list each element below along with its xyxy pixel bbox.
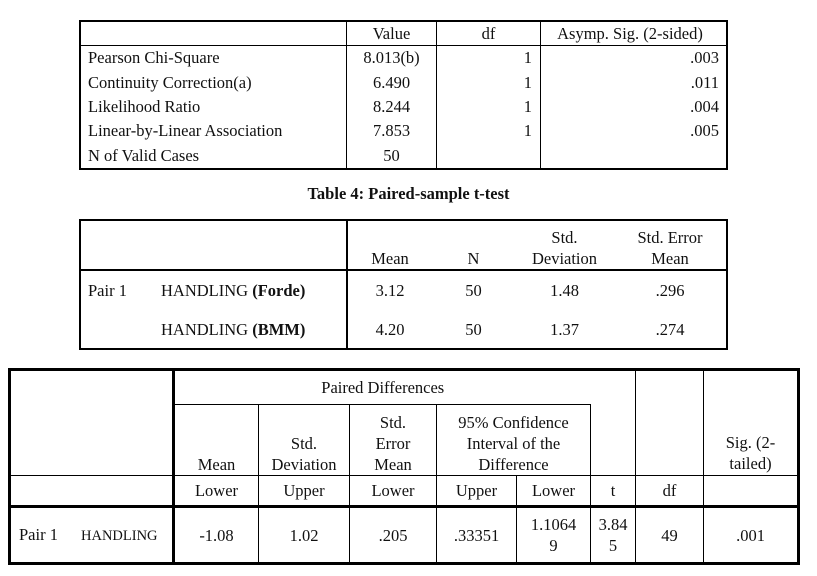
- bound-header: Lower: [517, 476, 591, 507]
- header-blank: [591, 370, 636, 476]
- sig-cell: .001: [736, 525, 765, 545]
- std-err-cell: .205: [350, 507, 437, 564]
- n-cell: 50: [465, 319, 482, 339]
- std-err-cell: .274: [655, 319, 685, 339]
- row-label: Likelihood Ratio: [80, 95, 347, 119]
- std-dev-label: Std. Deviation: [271, 434, 337, 474]
- t-value: 3.84 5: [598, 515, 628, 555]
- table-header-row: [10, 370, 799, 405]
- column-header-df: df: [437, 21, 541, 46]
- table-header-row: [10, 476, 799, 507]
- header-blank: [80, 220, 161, 270]
- variable-label: [161, 311, 347, 349]
- pair-label: Pair 1: [88, 281, 127, 300]
- t-cell: [591, 507, 636, 564]
- paired-test-table: [8, 368, 800, 565]
- column-header-std-dev: [259, 405, 350, 476]
- table-row: [80, 70, 727, 94]
- chi-square-table: [79, 20, 728, 170]
- std-err-label: Std. Error Mean: [637, 228, 703, 268]
- df-cell: [437, 144, 541, 169]
- mean-cell: -1.08: [174, 507, 259, 564]
- header-blank: [161, 220, 347, 270]
- sig-cell: .011: [690, 72, 719, 92]
- value-cell: 8.013(b): [347, 46, 437, 71]
- header-blank: [704, 476, 799, 507]
- df-cell: 1: [437, 95, 541, 119]
- std-err-label: Std. Error Mean: [374, 413, 412, 474]
- sig-cell: .003: [690, 48, 719, 68]
- column-header-mean: Mean: [347, 220, 432, 270]
- sig-cell: [541, 144, 728, 169]
- pair-label-blank: [80, 311, 161, 349]
- group-name: (BMM): [252, 319, 306, 339]
- std-err-cell: .296: [655, 281, 685, 300]
- sig-cell: .005: [690, 121, 719, 141]
- variable-label: [161, 270, 347, 311]
- column-header-t: t: [591, 476, 636, 507]
- row-label: Linear-by-Linear Association: [80, 119, 347, 143]
- n-cell: 50: [465, 281, 482, 300]
- std-dev-cell: 1.37: [550, 319, 579, 339]
- row-label: N of Valid Cases: [80, 144, 347, 169]
- sig-cell: .004: [690, 96, 719, 116]
- variable-name: HANDLING: [81, 527, 158, 544]
- mean-cell: 4.20: [375, 319, 405, 339]
- table-header-row: [80, 220, 727, 270]
- paired-statistics-table: [79, 219, 728, 350]
- bound-header: Lower: [350, 476, 437, 507]
- column-header-ci: [437, 405, 591, 476]
- ci-upper-value: 1.1064 9: [530, 515, 577, 555]
- column-header-sig: Asymp. Sig. (2-sided): [541, 21, 728, 46]
- variable-name: HANDLING: [161, 319, 249, 339]
- group-header-paired-differences: Paired Differences: [174, 370, 591, 405]
- std-dev-label: Std. Deviation: [531, 228, 598, 268]
- table-row: [80, 119, 727, 143]
- df-cell: 1: [437, 119, 541, 143]
- bound-header: Upper: [259, 476, 350, 507]
- value-cell: 8.244: [347, 95, 437, 119]
- df-cell: 49: [636, 507, 704, 564]
- table-header-row: [80, 21, 727, 46]
- value-cell: 7.853: [347, 119, 437, 143]
- header-blank: [636, 370, 704, 476]
- column-header-value: Value: [347, 21, 437, 46]
- column-header-std-err: [614, 220, 727, 270]
- pair-label: Pair 1: [19, 524, 58, 544]
- value-cell: 50: [347, 144, 437, 169]
- table-row: [80, 270, 727, 311]
- column-header-std-dev: [515, 220, 614, 270]
- header-blank: [10, 476, 174, 507]
- column-header-std-err: [350, 405, 437, 476]
- bound-header: Upper: [437, 476, 517, 507]
- row-label: [10, 507, 174, 564]
- df-cell: 1: [437, 46, 541, 71]
- bound-header: Lower: [174, 476, 259, 507]
- value-cell: 6.490: [347, 70, 437, 94]
- group-name: (Forde): [252, 281, 306, 300]
- column-header-mean: Mean: [174, 405, 259, 476]
- sig-label: Sig. (2-tailed): [725, 433, 776, 473]
- table-row: [80, 144, 727, 169]
- df-cell: 1: [437, 70, 541, 94]
- row-label: Pearson Chi-Square: [80, 46, 347, 71]
- std-dev-cell: 1.48: [550, 281, 579, 300]
- column-header-sig: [704, 370, 799, 476]
- ci-upper-cell: [517, 507, 591, 564]
- table-caption: Table 4: Paired-sample t-test: [307, 184, 510, 203]
- column-header-n: N: [432, 220, 515, 270]
- header-blank: [10, 370, 174, 476]
- variable-name: HANDLING: [161, 281, 249, 300]
- header-blank: [80, 21, 347, 46]
- mean-cell: 3.12: [375, 281, 405, 300]
- table-row: [80, 95, 727, 119]
- table-row: [10, 507, 799, 564]
- row-label: Continuity Correction(a): [80, 70, 347, 94]
- ci-lower-cell: .33351: [437, 507, 517, 564]
- table-row: [80, 311, 727, 349]
- std-dev-cell: 1.02: [259, 507, 350, 564]
- table-row: [80, 46, 727, 71]
- ci-label: 95% Confidence Interval of the Difference: [458, 413, 569, 474]
- column-header-df: df: [636, 476, 704, 507]
